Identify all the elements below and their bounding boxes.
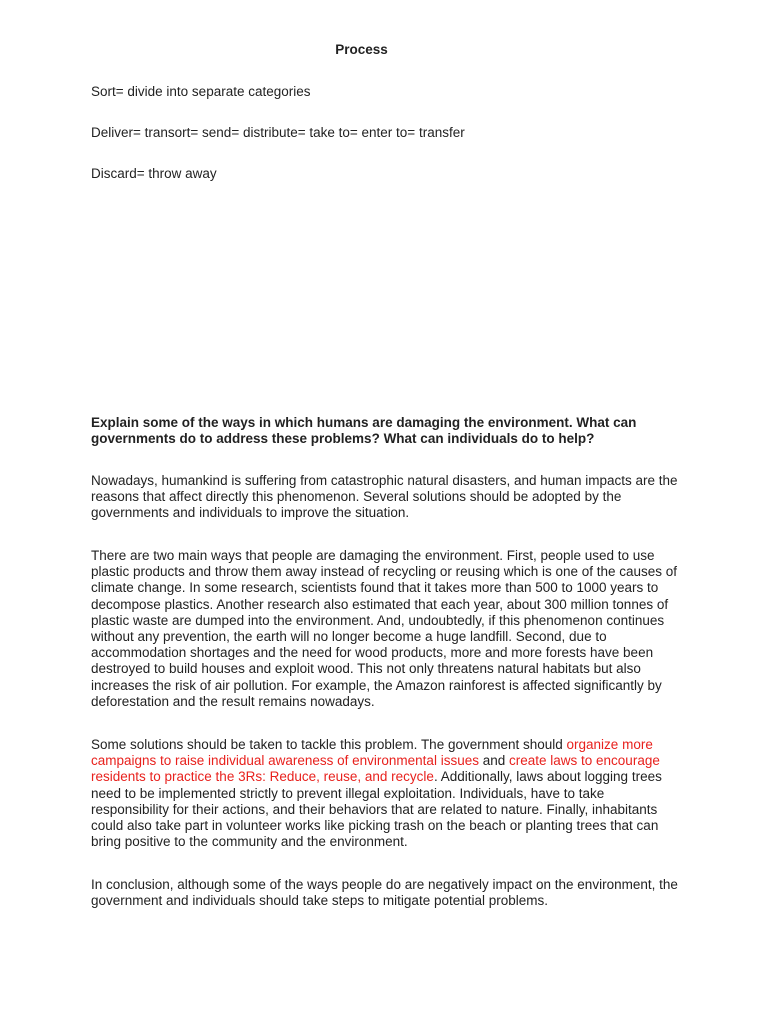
body-paragraph-2-text-2: and xyxy=(478,753,509,769)
essay-question: Explain some of the ways in which humans are damaging the environment. What can governments do to address these problems? What can individuals do to help? xyxy=(91,415,637,447)
body-paragraph-2 xyxy=(91,737,681,850)
body-paragraph-2-text-3: . Additionally, laws about logging trees need to be implemented strictly to prevent illegal exploitation. Individuals, have to take responsibility for their actions, and their behaviors that are related to nature. Finally, inhabitants could also take part in volunteer works like picking trash on the beach or planting trees that can bring positive to the community and the environment. xyxy=(91,769,662,850)
intro-paragraph: Nowadays, humankind is suffering from catastrophic natural disasters, and human impacts are the reasons that affect directly this phenomenon. Several solutions should be adopted by the governments and individuals to improve the situation. xyxy=(91,473,678,521)
conclusion-paragraph: In conclusion, although some of the ways people do are negatively impact on the environment, the government and individuals should take steps to mitigate potential problems. xyxy=(91,877,678,909)
definition-deliver: Deliver= transort= send= distribute= take to= enter to= transfer xyxy=(91,125,465,140)
highlight-3rs-laws: create laws to encourage residents to practice the 3Rs: Reduce, reuse, and recycle xyxy=(91,753,660,785)
body-paragraph-2-text-1: Some solutions should be taken to tackle this problem. The government should xyxy=(91,737,567,752)
page-title: Process xyxy=(335,42,388,57)
highlight-campaigns: organize more campaigns to raise individual awareness of environmental issues xyxy=(91,737,653,769)
definition-discard: Discard= throw away xyxy=(91,166,217,181)
definition-sort: Sort= divide into separate categories xyxy=(91,84,311,99)
body-paragraph-1: There are two main ways that people are damaging the environment. First, people used to use plastic products and throw them away instead of recycling or reusing which is one of the causes of climate change. In some research, scientists found that it takes more than 500 to 1000 years to decompose plastics. Another research also estimated that each year, about 300 million tonnes of plastic waste are dumped into the environment. And, undoubtedly, if this phenomenon continues without any prevention, the earth will no longer become a huge landfill. Second, due to accommodation shortages and the need for wood products, more and more forests have been destroyed to build houses and exploit wood. This not only threatens natural habitats but also increases the risk of air pollution. For example, the Amazon rainforest is affected significantly by deforestation and the result remains nowadays. xyxy=(91,548,678,709)
